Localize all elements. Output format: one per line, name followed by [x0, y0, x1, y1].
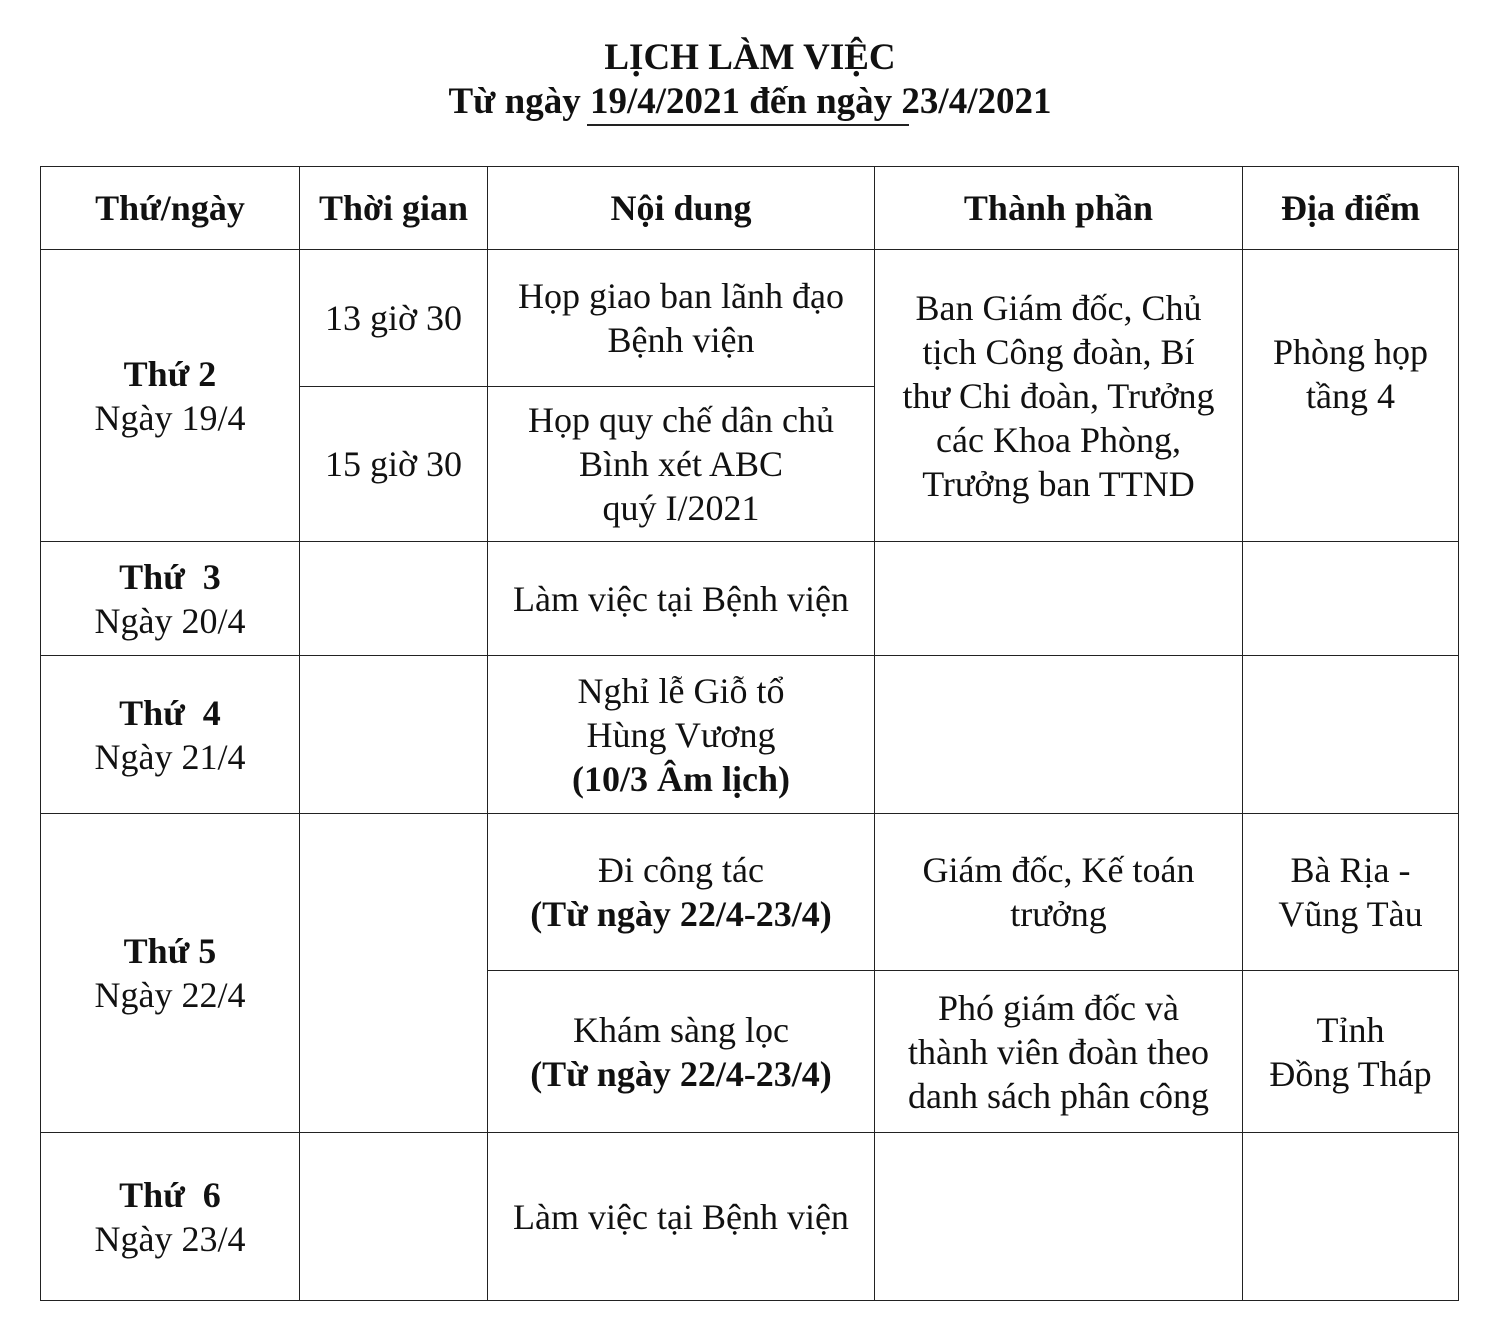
- day-label: Thứ 3: [119, 556, 221, 597]
- content-cell: Làm việc tại Bệnh viện: [488, 1133, 875, 1301]
- table-row: [41, 656, 1459, 814]
- date-label: Ngày 23/4: [94, 1218, 246, 1259]
- subtitle-underline: [587, 124, 909, 126]
- content-line: Hùng Vương: [586, 714, 776, 755]
- location-line: Bà Rịa -: [1290, 850, 1411, 890]
- location-cell: [1243, 1133, 1459, 1301]
- day-label: Thứ 2: [123, 353, 217, 394]
- day-label: Thứ 5: [123, 931, 217, 971]
- content-note: (Từ ngày 22/4-23/4): [530, 894, 832, 934]
- location-cell: [1243, 971, 1459, 1133]
- header-time: Thời gian: [300, 167, 488, 250]
- table-row: [41, 814, 1459, 971]
- time-cell: 15 giờ 30: [300, 387, 488, 542]
- location-cell: [1243, 814, 1459, 971]
- time-cell: [300, 814, 488, 1133]
- header-participants: Thành phần: [875, 167, 1243, 250]
- day-cell: [41, 542, 300, 656]
- schedule-table: [40, 166, 1459, 1301]
- table-row: [41, 1133, 1459, 1301]
- participants-cell: [875, 971, 1243, 1133]
- day-cell: [41, 814, 300, 1133]
- participants-line: trưởng: [1010, 894, 1107, 934]
- content-line: quý I/2021: [602, 488, 760, 528]
- table-header-row: [41, 167, 1459, 250]
- location-line: Tỉnh: [1316, 1009, 1385, 1050]
- day-cell: [41, 1133, 300, 1301]
- participants-line: thư Chi đoàn, Trưởng: [902, 375, 1215, 416]
- date-label: Ngày 19/4: [94, 397, 246, 438]
- date-label: Ngày 22/4: [94, 975, 246, 1015]
- time-cell: [300, 656, 488, 814]
- content-line: Bệnh viện: [607, 320, 755, 360]
- time-cell: 13 giờ 30: [300, 250, 488, 387]
- day-cell: [41, 656, 300, 814]
- location-cell: [1243, 542, 1459, 656]
- content-note: (Từ ngày 22/4-23/4): [530, 1053, 832, 1094]
- participants-line: Trưởng ban TTND: [922, 463, 1195, 504]
- content-cell: [488, 656, 875, 814]
- content-line: Bình xét ABC: [578, 444, 784, 484]
- date-label: Ngày 20/4: [94, 600, 246, 641]
- participants-cell: [875, 1133, 1243, 1301]
- participants-line: Phó giám đốc và: [938, 987, 1179, 1028]
- content-line: Nghỉ lễ Giỗ tổ: [577, 670, 785, 711]
- time-cell: [300, 1133, 488, 1301]
- location-line: tầng 4: [1306, 376, 1395, 416]
- participants-cell: [875, 250, 1243, 542]
- content-cell: [488, 814, 875, 971]
- location-line: Vũng Tàu: [1278, 894, 1423, 934]
- date-label: Ngày 21/4: [94, 736, 246, 777]
- participants-line: thành viên đoàn theo: [908, 1031, 1209, 1072]
- participants-line: danh sách phân công: [908, 1075, 1209, 1116]
- time-cell: [300, 542, 488, 656]
- location-line: Phòng họp: [1272, 332, 1429, 372]
- table-row: [41, 542, 1459, 656]
- participants-line: các Khoa Phòng,: [936, 419, 1181, 460]
- content-cell: Làm việc tại Bệnh viện: [488, 542, 875, 656]
- day-cell: [41, 250, 300, 542]
- header-location: Địa điểm: [1243, 167, 1459, 250]
- content-line: Khám sàng lọc: [573, 1009, 789, 1050]
- location-line: Đồng Tháp: [1269, 1053, 1432, 1094]
- participants-cell: [875, 542, 1243, 656]
- day-label: Thứ 4: [119, 692, 221, 733]
- participants-line: Ban Giám đốc, Chủ: [915, 287, 1202, 328]
- document-subtitle: Từ ngày 19/4/2021 đến ngày 23/4/2021: [448, 81, 1052, 122]
- participants-line: Giám đốc, Kế toán: [922, 850, 1195, 890]
- participants-line: tịch Công đoàn, Bí: [922, 331, 1195, 372]
- participants-cell: [875, 814, 1243, 971]
- table-row: [41, 250, 1459, 387]
- document-title: LỊCH LÀM VIỆC: [604, 37, 896, 78]
- content-line: Họp giao ban lãnh đạo: [518, 276, 844, 316]
- content-note: (10/3 Âm lịch): [572, 758, 790, 799]
- location-cell: [1243, 656, 1459, 814]
- content-line: Họp quy chế dân chủ: [528, 400, 834, 440]
- header-day: Thứ/ngày: [41, 167, 300, 250]
- content-cell: [488, 971, 875, 1133]
- location-cell: [1243, 250, 1459, 542]
- content-cell: [488, 387, 875, 542]
- content-cell: [488, 250, 875, 387]
- day-label: Thứ 6: [119, 1174, 221, 1215]
- participants-cell: [875, 656, 1243, 814]
- content-line: Đi công tác: [598, 850, 764, 890]
- header-content: Nội dung: [488, 167, 875, 250]
